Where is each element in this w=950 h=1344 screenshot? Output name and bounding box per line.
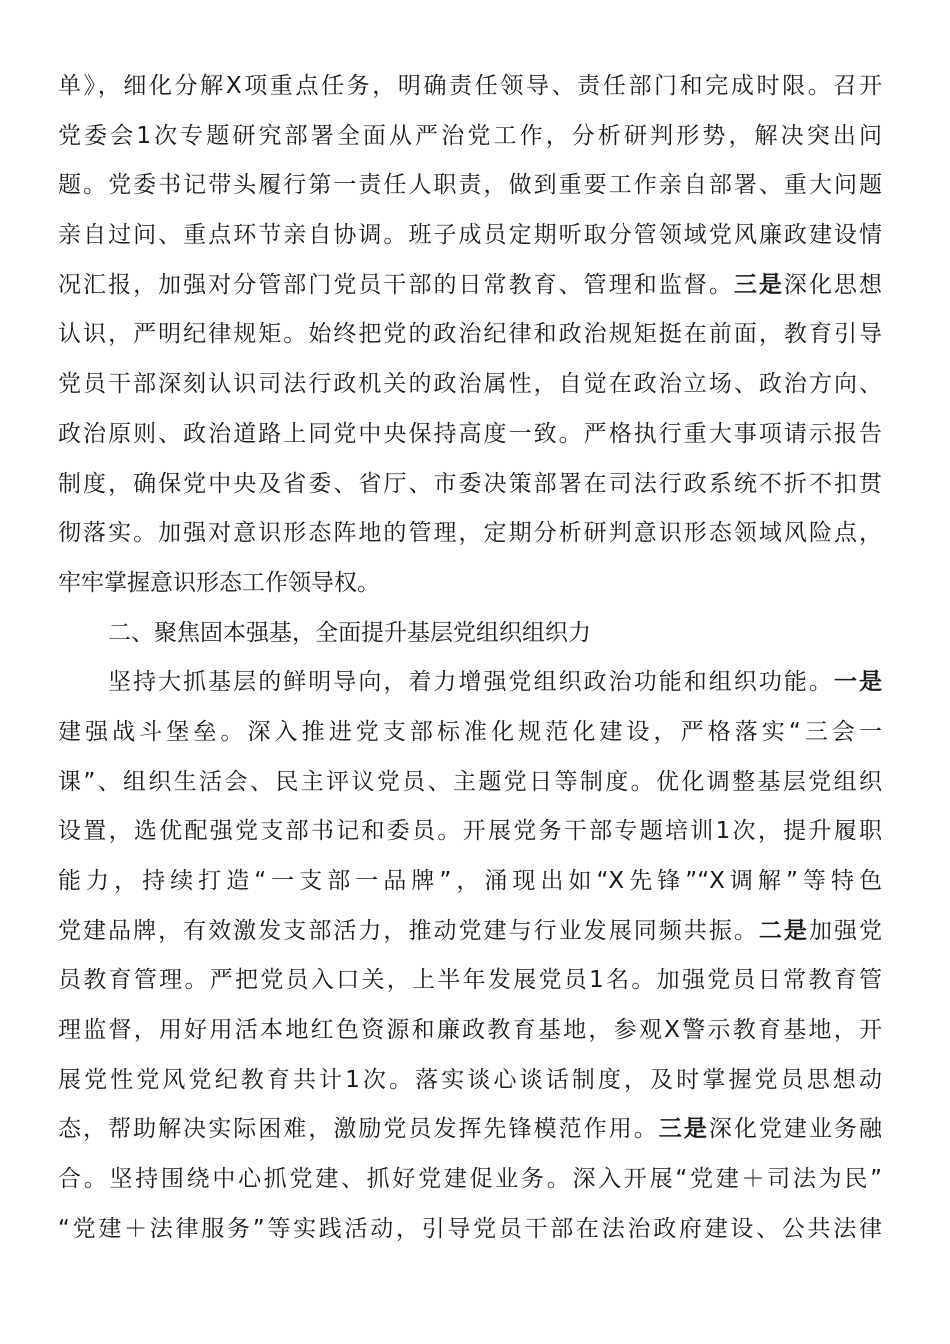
text-line: 党员干部深刻认识司法行政机关的政治属性，自觉在政治立场、政治方向、 xyxy=(58,371,882,398)
document-body xyxy=(58,62,882,1255)
text-run: 态，帮助解决实际困难，激励党员发挥先锋模范作用。 xyxy=(58,1116,659,1143)
text-line: 彻落实。加强对意识形态阵地的管理，定期分析研判意识形态领域风险点， xyxy=(58,520,882,547)
text-line xyxy=(58,261,882,311)
text-line: 能力，持续打造“一支部一品牌”，涌现出如“X先锋”“X调解”等特色 xyxy=(58,868,882,894)
bold-lead: 三是 xyxy=(658,1116,709,1143)
text-line: 合。坚持围绕中心抓党建、抓好党建促业务。深入开展“党建＋司法为民” xyxy=(58,1166,882,1193)
text-run: 加强党 xyxy=(808,917,882,944)
bold-lead: 二是 xyxy=(758,917,809,944)
text-line: 课”、组织生活会、民主评议党员、主题党日等制度。优化调整基层党组织 xyxy=(58,768,882,795)
text-line: 政治原则、政治道路上同党中央保持高度一致。严格执行重大事项请示报告 xyxy=(58,420,882,447)
text-line: “党建＋法律服务”等实践活动，引导党员干部在法治政府建设、公共法律 xyxy=(58,1215,882,1242)
section-heading: 二、聚焦固本强基，全面提升基层党组织组织力 xyxy=(108,619,591,646)
text-run: 党建品牌，有效激发支部活力，推动党建与行业发展同频共振。 xyxy=(58,917,759,944)
text-line xyxy=(58,658,882,708)
text-run: 深化党建业务融 xyxy=(708,1116,882,1143)
text-run: 深化思想 xyxy=(783,271,882,298)
text-line: 员教育管理。严把党员入口关，上半年发展党员1名。加强党员日常教育管 xyxy=(58,967,882,994)
text-line xyxy=(58,1105,882,1155)
text-line: 牢牢掌握意识形态工作领导权。 xyxy=(58,569,380,596)
text-line xyxy=(58,907,882,957)
text-line: 制度，确保党中央及省委、省厅、市委决策部署在司法行政系统不折不扣贯 xyxy=(58,470,882,497)
text-line: 理监督，用好用活本地红色资源和廉政教育基地，参观X警示教育基地，开 xyxy=(58,1017,882,1044)
text-line: 建强战斗堡垒。深入推进党支部标准化规范化建设，严格落实“三会一 xyxy=(58,718,882,745)
text-line: 展党性党风党纪教育共计1次。落实谈心谈话制度，及时掌握党员思想动 xyxy=(58,1066,882,1093)
bold-lead: 三是 xyxy=(733,271,784,298)
text-line: 设置，选优配强党支部书记和委员。开展党务干部专题培训1次，提升履职 xyxy=(58,818,882,845)
bold-lead: 一是 xyxy=(833,669,883,696)
text-line: 认识，严明纪律规矩。始终把党的政治纪律和政治规矩挺在前面，教育引导 xyxy=(58,321,882,348)
text-run: 况汇报，加强对分管部门党员干部的日常教育、管理和监督。 xyxy=(58,271,734,298)
text-run: 坚持大抓基层的鲜明导向，着力增强党组织政治功能和组织功能。 xyxy=(108,669,834,696)
text-line: 党委会1次专题研究部署全面从严治党工作，分析研判形势，解决突出问 xyxy=(58,122,882,149)
text-line: 亲自过问、重点环节亲自协调。班子成员定期听取分管领域党风廉政建设情 xyxy=(58,222,882,249)
text-line: 单》，细化分解X项重点任务，明确责任领导、责任部门和完成时限。召开 xyxy=(58,73,882,99)
text-line: 题。党委书记带头履行第一责任人职责，做到重要工作亲自部署、重大问题 xyxy=(58,172,882,199)
